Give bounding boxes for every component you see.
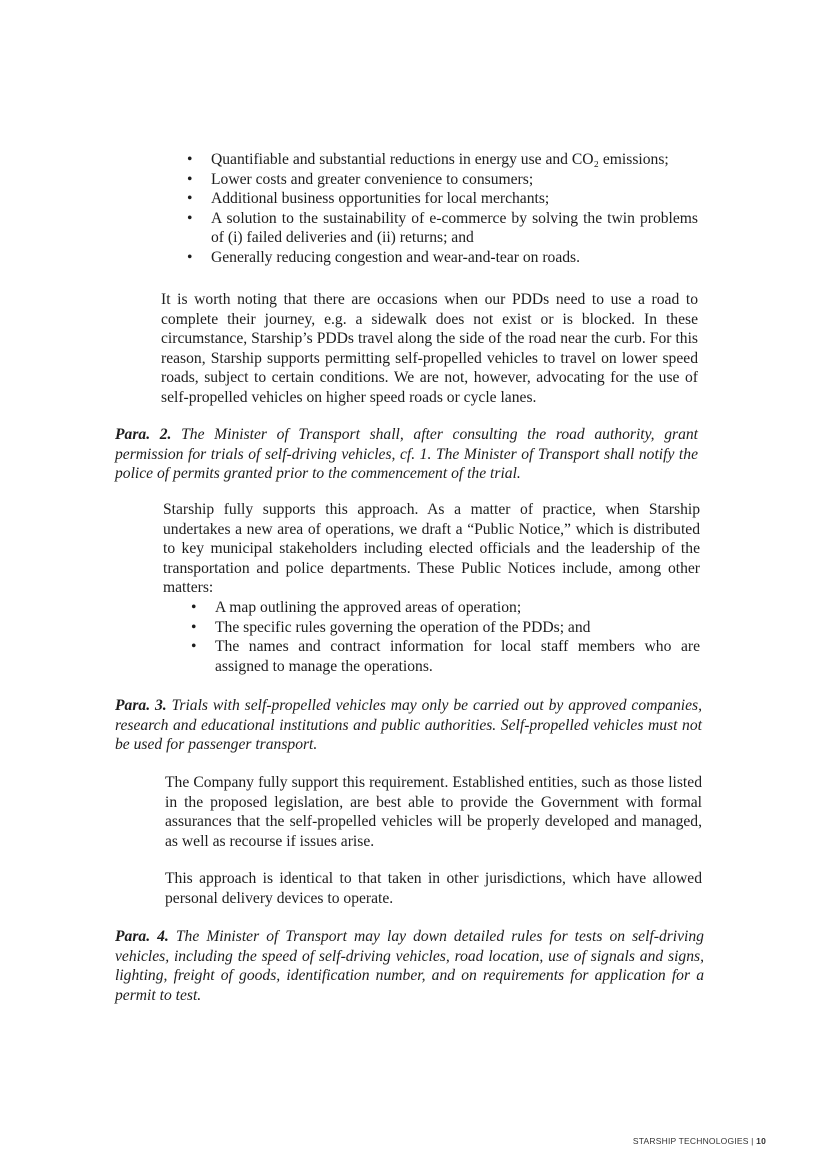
para-4-heading [115,927,704,1005]
list-item: • The specific rules governing the operation of the PDDs; and [191,618,591,636]
para-3-heading [115,696,702,755]
list-item: • A solution to the sustainability of e-commerce by solving the twin problems of (i) failed deliveries and (ii) returns; and [187,209,698,247]
bullet-icon: • [191,599,197,616]
list-item: • Generally reducing congestion and wear-and-tear on roads. [187,248,581,266]
bullet-icon: • [187,190,193,208]
bullet-icon: • [191,618,197,636]
para-4-text: The Minister of Transport may lay down detailed rules for tests on self-driving vehicles, including the speed of self-driving vehicles, road location, use of signals and signs, lighting, freight of goods, identification number, and on requirements for application for a permit to test. [115,928,704,1004]
bullet-icon: • [191,638,197,656]
bullet-icon: • [187,170,193,188]
para-3-response-1: The Company fully support this requirement. Established entities, such as those listed in the proposed legislation, are best able to provide the Government with formal assurances that the self-propelled vehicles will be properly developed and managed, as well as recourse if issues arise. [165,774,702,850]
para-4-label: Para. 4. [115,928,169,945]
para-2-label: Para. 2. [115,426,172,443]
benefits-list [185,150,698,268]
bullet-icon: • [187,151,193,168]
list-item: • A map outlining the approved areas of operation; [191,599,522,616]
footer-separator: | [751,1136,754,1146]
list-item: • The names and contract information for local staff members who are assigned to manage the operations. [191,638,700,675]
para-2-heading [115,425,698,484]
para-2-text: The Minister of Transport shall, after consulting the road authority, grant permission for trials of self-driving vehicles, cf. 1. The Minister of Transport shall notify the police of permits granted prior to the commencement of the trial. [115,426,699,483]
page-number: 10 [756,1136,766,1146]
page-footer [633,1132,766,1152]
para-2-response: Starship fully supports this approach. As a matter of practice, when Starship undertakes a new area of operations, we draft a “Public Notice,” which is distributed to key municipal stakeholders including elected officials and the leadership of the transportation and police departments. These Public Notices include, among other matters: [163,501,700,597]
list-item: • Quantifiable and substantial reductions in energy use and CO₂ emissions; [187,151,669,168]
para-3-text: Trials with self-propelled vehicles may only be carried out by approved companies, research and educational institutions and public authorities. Self-propelled vehicles must not be used for passenger transport. [115,697,702,754]
list-item: • Additional business opportunities for local merchants; [187,190,550,208]
public-notice-list [189,598,700,676]
road-note-paragraph: It is worth noting that there are occasions when our PDDs need to use a road to complete their journey, e.g. a sidewalk does not exist or is blocked. In these circumstance, Starship’s PDDs travel along the side of the road near the curb. For this reason, Starship supports permitting self-propelled vehicles to travel on lower speed roads, subject to certain conditions. We are not, however, advocating for the use of self-propelled vehicles on higher speed roads or cycle lanes. [161,291,698,406]
bullet-icon: • [187,248,193,266]
list-item: • Lower costs and greater convenience to consumers; [187,170,534,188]
para-3-label: Para. 3. [115,697,167,714]
para-3-response-2: This approach is identical to that taken in other jurisdictions, which have allowed personal delivery devices to operate. [165,870,702,907]
bullet-icon: • [187,209,193,227]
footer-company: STARSHIP TECHNOLOGIES [632,1136,749,1146]
